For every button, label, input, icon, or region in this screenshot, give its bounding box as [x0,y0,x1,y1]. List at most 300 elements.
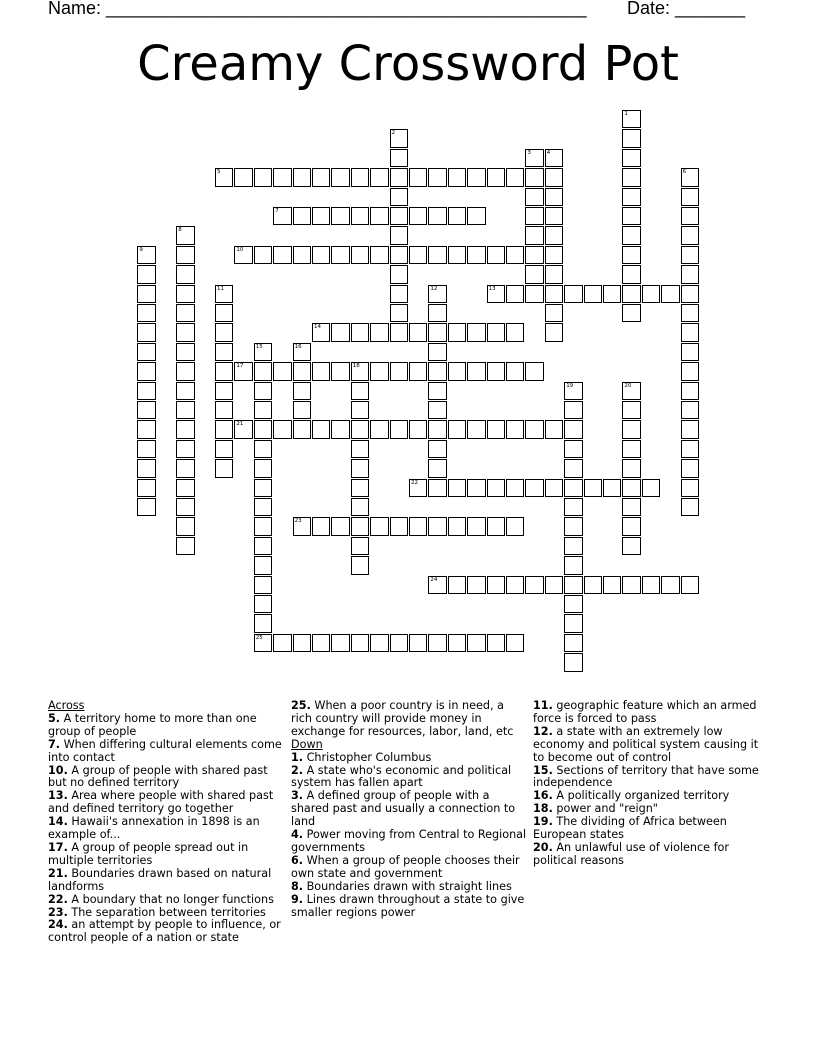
grid-cell[interactable] [622,188,640,206]
clue-text: When differing cultural elements come into contact [48,737,282,764]
grid-cell[interactable] [293,382,311,400]
grid-cell[interactable] [564,653,582,671]
grid-cell[interactable] [564,285,582,303]
grid-cell[interactable] [215,168,233,186]
grid-cell[interactable] [642,576,660,594]
grid-cell[interactable] [622,440,640,458]
grid-cell[interactable] [545,265,563,283]
grid-cell[interactable] [293,168,311,186]
grid-cell[interactable] [681,498,699,516]
grid-cell[interactable] [176,246,194,264]
grid-cell[interactable] [428,382,446,400]
grid-cell[interactable] [428,285,446,303]
clue-number: 25 [255,634,263,641]
grid-cell[interactable] [448,168,466,186]
grid-cell[interactable] [467,323,485,341]
grid-cell[interactable] [351,440,369,458]
grid-cell[interactable] [137,382,155,400]
name-field-label[interactable]: Name: ________________________________________________ [48,0,587,18]
grid-cell[interactable] [254,576,272,594]
grid-cell[interactable] [467,517,485,535]
grid-cell[interactable] [506,246,524,264]
grid-cell[interactable] [351,246,369,264]
grid-cell[interactable] [622,246,640,264]
grid-cell[interactable] [312,634,330,652]
grid-cell[interactable] [390,285,408,303]
grid-cell[interactable] [254,246,272,264]
grid-cell[interactable] [312,323,330,341]
grid-cell[interactable] [176,265,194,283]
grid-cell[interactable] [351,556,369,574]
grid-cell[interactable] [545,188,563,206]
grid-cell[interactable] [215,382,233,400]
grid-cell[interactable] [390,420,408,438]
grid-cell[interactable] [681,362,699,380]
grid-cell[interactable] [564,382,582,400]
grid-cell[interactable] [564,459,582,477]
date-field-label[interactable]: Date: _______ [627,0,746,18]
grid-cell[interactable] [254,420,272,438]
grid-cell[interactable] [254,614,272,632]
grid-cell[interactable] [467,207,485,225]
grid-cell[interactable] [293,634,311,652]
grid-cell[interactable] [487,479,505,497]
grid-cell[interactable] [273,207,291,225]
grid-cell[interactable] [622,304,640,322]
grid-cell[interactable] [254,517,272,535]
grid-cell[interactable] [370,420,388,438]
grid-cell[interactable] [409,207,427,225]
grid-cell[interactable] [137,420,155,438]
grid-cell[interactable] [681,188,699,206]
grid-cell[interactable] [331,168,349,186]
grid-cell[interactable] [622,207,640,225]
grid-cell[interactable] [137,459,155,477]
grid-cell[interactable] [176,323,194,341]
grid-cell[interactable] [545,304,563,322]
grid-cell[interactable] [254,498,272,516]
grid-cell[interactable] [584,285,602,303]
grid-cell[interactable] [467,479,485,497]
grid-cell[interactable] [525,285,543,303]
grid-cell[interactable] [448,420,466,438]
grid-cell[interactable] [681,479,699,497]
grid-cell[interactable] [273,362,291,380]
grid-cell[interactable] [448,634,466,652]
grid-cell[interactable] [661,285,679,303]
grid-cell[interactable] [428,479,446,497]
grid-cell[interactable] [681,420,699,438]
grid-cell[interactable] [409,246,427,264]
grid-cell[interactable] [487,285,505,303]
grid-cell[interactable] [564,614,582,632]
grid-cell[interactable] [564,634,582,652]
grid-cell[interactable] [564,440,582,458]
grid-cell[interactable] [545,168,563,186]
grid-cell[interactable] [525,576,543,594]
grid-cell[interactable] [312,246,330,264]
grid-cell[interactable] [525,188,543,206]
grid-cell[interactable] [603,479,621,497]
grid-cell[interactable] [176,362,194,380]
grid-cell[interactable] [176,517,194,535]
grid-cell[interactable] [273,634,291,652]
grid-cell[interactable] [681,343,699,361]
grid-cell[interactable] [545,479,563,497]
grid-cell[interactable] [273,246,291,264]
grid-cell[interactable] [137,498,155,516]
grid-cell[interactable] [370,634,388,652]
grid-cell[interactable] [390,149,408,167]
grid-cell[interactable] [428,517,446,535]
grid-cell[interactable] [312,168,330,186]
grid-cell[interactable] [390,362,408,380]
grid-cell[interactable] [603,285,621,303]
grid-cell[interactable] [390,207,408,225]
grid-cell[interactable] [622,129,640,147]
grid-cell[interactable] [681,246,699,264]
grid-cell[interactable] [564,595,582,613]
grid-cell[interactable] [622,479,640,497]
grid-cell[interactable] [525,420,543,438]
grid-cell[interactable] [137,362,155,380]
grid-cell[interactable] [428,634,446,652]
grid-cell[interactable] [622,226,640,244]
grid-cell[interactable] [622,517,640,535]
grid-cell[interactable] [351,401,369,419]
grid-cell[interactable] [584,479,602,497]
grid-cell[interactable] [351,634,369,652]
grid-cell[interactable] [409,323,427,341]
clue-text: Sections of territory that have some independence [533,763,759,790]
grid-cell[interactable] [351,168,369,186]
grid-cell[interactable] [525,479,543,497]
grid-cell[interactable] [254,634,272,652]
grid-cell[interactable] [428,576,446,594]
grid-cell[interactable] [681,285,699,303]
grid-cell[interactable] [254,168,272,186]
grid-cell[interactable] [428,459,446,477]
grid-cell[interactable] [428,304,446,322]
grid-cell[interactable] [137,265,155,283]
grid-cell[interactable] [525,362,543,380]
grid-cell[interactable] [545,323,563,341]
grid-cell[interactable] [525,265,543,283]
grid-cell[interactable] [564,537,582,555]
grid-cell[interactable] [681,207,699,225]
grid-cell[interactable] [331,207,349,225]
grid-cell[interactable] [215,420,233,438]
grid-cell[interactable] [622,498,640,516]
grid-cell[interactable] [293,517,311,535]
grid-cell[interactable] [331,634,349,652]
grid-cell[interactable] [409,517,427,535]
grid-cell[interactable] [215,401,233,419]
grid-cell[interactable] [351,517,369,535]
grid-cell[interactable] [428,207,446,225]
grid-cell[interactable] [370,362,388,380]
grid-cell[interactable] [622,265,640,283]
grid-cell[interactable] [448,246,466,264]
grid-cell[interactable] [234,420,252,438]
grid-cell[interactable] [137,401,155,419]
grid-cell[interactable] [467,576,485,594]
grid-cell[interactable] [409,420,427,438]
grid-cell[interactable] [234,362,252,380]
grid-cell[interactable] [409,479,427,497]
grid-cell[interactable] [390,168,408,186]
grid-cell[interactable] [681,440,699,458]
grid-cell[interactable] [176,382,194,400]
grid-cell[interactable] [351,498,369,516]
grid-cell[interactable] [390,304,408,322]
grid-cell[interactable] [390,634,408,652]
grid-cell[interactable] [448,207,466,225]
grid-cell[interactable] [603,576,621,594]
grid-cell[interactable] [254,479,272,497]
grid-cell[interactable] [137,304,155,322]
grid-cell[interactable] [564,401,582,419]
grid-cell[interactable] [254,595,272,613]
grid-cell[interactable] [215,459,233,477]
grid-cell[interactable] [681,226,699,244]
grid-cell[interactable] [234,246,252,264]
grid-cell[interactable] [409,168,427,186]
grid-cell[interactable] [545,149,563,167]
grid-cell[interactable] [681,576,699,594]
grid-cell[interactable] [390,188,408,206]
grid-cell[interactable] [254,362,272,380]
grid-cell[interactable] [312,517,330,535]
grid-cell[interactable] [661,576,679,594]
grid-cell[interactable] [254,401,272,419]
grid-cell[interactable] [370,323,388,341]
grid-cell[interactable] [681,401,699,419]
grid-cell[interactable] [273,168,291,186]
grid-cell[interactable] [428,323,446,341]
across-heading: Across [48,699,85,712]
grid-cell[interactable] [331,420,349,438]
grid-cell[interactable] [564,498,582,516]
grid-cell[interactable] [681,382,699,400]
grid-cell[interactable] [351,420,369,438]
grid-cell[interactable] [215,323,233,341]
grid-cell[interactable] [428,168,446,186]
grid-cell[interactable] [215,285,233,303]
grid-cell[interactable] [506,168,524,186]
grid-cell[interactable] [506,362,524,380]
grid-cell[interactable] [642,479,660,497]
grid-cell[interactable] [525,149,543,167]
grid-cell[interactable] [428,343,446,361]
grid-cell[interactable] [467,634,485,652]
grid-cell[interactable] [409,362,427,380]
grid-cell[interactable] [409,634,427,652]
grid-cell[interactable] [506,285,524,303]
grid-cell[interactable] [137,479,155,497]
grid-cell[interactable] [564,479,582,497]
grid-cell[interactable] [351,362,369,380]
grid-cell[interactable] [622,382,640,400]
grid-cell[interactable] [487,246,505,264]
grid-cell[interactable] [622,149,640,167]
grid-cell[interactable] [370,207,388,225]
grid-cell[interactable] [467,420,485,438]
clue-number: 18 [352,363,360,370]
grid-cell[interactable] [428,401,446,419]
grid-cell[interactable] [176,479,194,497]
grid-cell[interactable] [351,382,369,400]
grid-cell[interactable] [176,537,194,555]
grid-cell[interactable] [467,246,485,264]
grid-cell[interactable] [525,168,543,186]
grid-cell[interactable] [506,576,524,594]
grid-cell[interactable] [351,207,369,225]
grid-cell[interactable] [351,479,369,497]
grid-cell[interactable] [254,440,272,458]
grid-cell[interactable] [293,362,311,380]
grid-cell[interactable] [487,517,505,535]
grid-cell[interactable] [545,285,563,303]
grid-cell[interactable] [622,285,640,303]
grid-cell[interactable] [622,401,640,419]
grid-cell[interactable] [428,420,446,438]
grid-cell[interactable] [176,420,194,438]
grid-cell[interactable] [312,420,330,438]
grid-cell[interactable] [564,517,582,535]
grid-cell[interactable] [642,285,660,303]
grid-cell[interactable] [351,323,369,341]
grid-cell[interactable] [448,517,466,535]
grid-cell[interactable] [622,576,640,594]
grid-cell[interactable] [390,265,408,283]
grid-cell[interactable] [681,304,699,322]
grid-cell[interactable] [487,323,505,341]
grid-cell[interactable] [293,401,311,419]
grid-cell[interactable] [215,440,233,458]
grid-cell[interactable] [137,285,155,303]
grid-cell[interactable] [681,265,699,283]
grid-cell[interactable] [176,440,194,458]
grid-cell[interactable] [390,226,408,244]
grid-cell[interactable] [254,537,272,555]
grid-cell[interactable] [137,343,155,361]
grid-cell[interactable] [622,168,640,186]
grid-cell[interactable] [622,420,640,438]
grid-cell[interactable] [428,440,446,458]
grid-cell[interactable] [525,246,543,264]
grid-cell[interactable] [351,537,369,555]
grid-cell[interactable] [564,420,582,438]
grid-cell[interactable] [525,207,543,225]
grid-cell[interactable] [545,207,563,225]
grid-cell[interactable] [448,362,466,380]
grid-cell[interactable] [506,479,524,497]
grid-cell[interactable] [137,323,155,341]
grid-cell[interactable] [137,246,155,264]
grid-cell[interactable] [254,382,272,400]
grid-cell[interactable] [681,323,699,341]
grid-cell[interactable] [176,343,194,361]
grid-cell[interactable] [176,498,194,516]
grid-cell[interactable] [176,285,194,303]
grid-cell[interactable] [215,362,233,380]
grid-cell[interactable] [506,420,524,438]
grid-cell[interactable] [390,323,408,341]
grid-cell[interactable] [312,362,330,380]
grid-cell[interactable] [234,168,252,186]
grid-cell[interactable] [506,517,524,535]
grid-cell[interactable] [176,459,194,477]
grid-cell[interactable] [390,246,408,264]
grid-cell[interactable] [293,246,311,264]
grid-cell[interactable] [622,110,640,128]
grid-cell[interactable] [176,401,194,419]
grid-cell[interactable] [215,343,233,361]
grid-cell[interactable] [448,323,466,341]
grid-cell[interactable] [564,576,582,594]
grid-cell[interactable] [293,343,311,361]
grid-cell[interactable] [390,517,408,535]
grid-cell[interactable] [254,556,272,574]
grid-cell[interactable] [487,362,505,380]
grid-cell[interactable] [545,226,563,244]
grid-cell[interactable] [487,168,505,186]
grid-cell[interactable] [506,634,524,652]
grid-cell[interactable] [545,246,563,264]
grid-cell[interactable] [428,362,446,380]
grid-cell[interactable] [370,246,388,264]
grid-cell[interactable] [176,226,194,244]
grid-cell[interactable] [487,576,505,594]
grid-cell[interactable] [428,246,446,264]
grid-cell[interactable] [351,459,369,477]
grid-cell[interactable] [487,634,505,652]
grid-cell[interactable] [448,479,466,497]
grid-cell[interactable] [331,362,349,380]
grid-cell[interactable] [312,207,330,225]
grid-cell[interactable] [525,226,543,244]
grid-cell[interactable] [506,323,524,341]
grid-cell[interactable] [370,517,388,535]
grid-cell[interactable] [487,420,505,438]
grid-cell[interactable] [331,517,349,535]
grid-cell[interactable] [331,246,349,264]
grid-cell[interactable] [622,537,640,555]
grid-cell[interactable] [545,420,563,438]
grid-cell[interactable] [584,576,602,594]
grid-cell[interactable] [331,323,349,341]
grid-cell[interactable] [254,459,272,477]
grid-cell[interactable] [293,207,311,225]
grid-cell[interactable] [467,362,485,380]
grid-cell[interactable] [176,304,194,322]
grid-cell[interactable] [622,459,640,477]
grid-cell[interactable] [545,576,563,594]
grid-cell[interactable] [390,129,408,147]
grid-cell[interactable] [273,420,291,438]
grid-cell[interactable] [564,556,582,574]
grid-cell[interactable] [681,459,699,477]
grid-cell[interactable] [254,343,272,361]
grid-cell[interactable] [215,304,233,322]
grid-cell[interactable] [293,420,311,438]
grid-cell[interactable] [467,168,485,186]
grid-cell[interactable] [681,168,699,186]
grid-cell[interactable] [448,576,466,594]
grid-cell[interactable] [137,440,155,458]
grid-cell[interactable] [370,168,388,186]
